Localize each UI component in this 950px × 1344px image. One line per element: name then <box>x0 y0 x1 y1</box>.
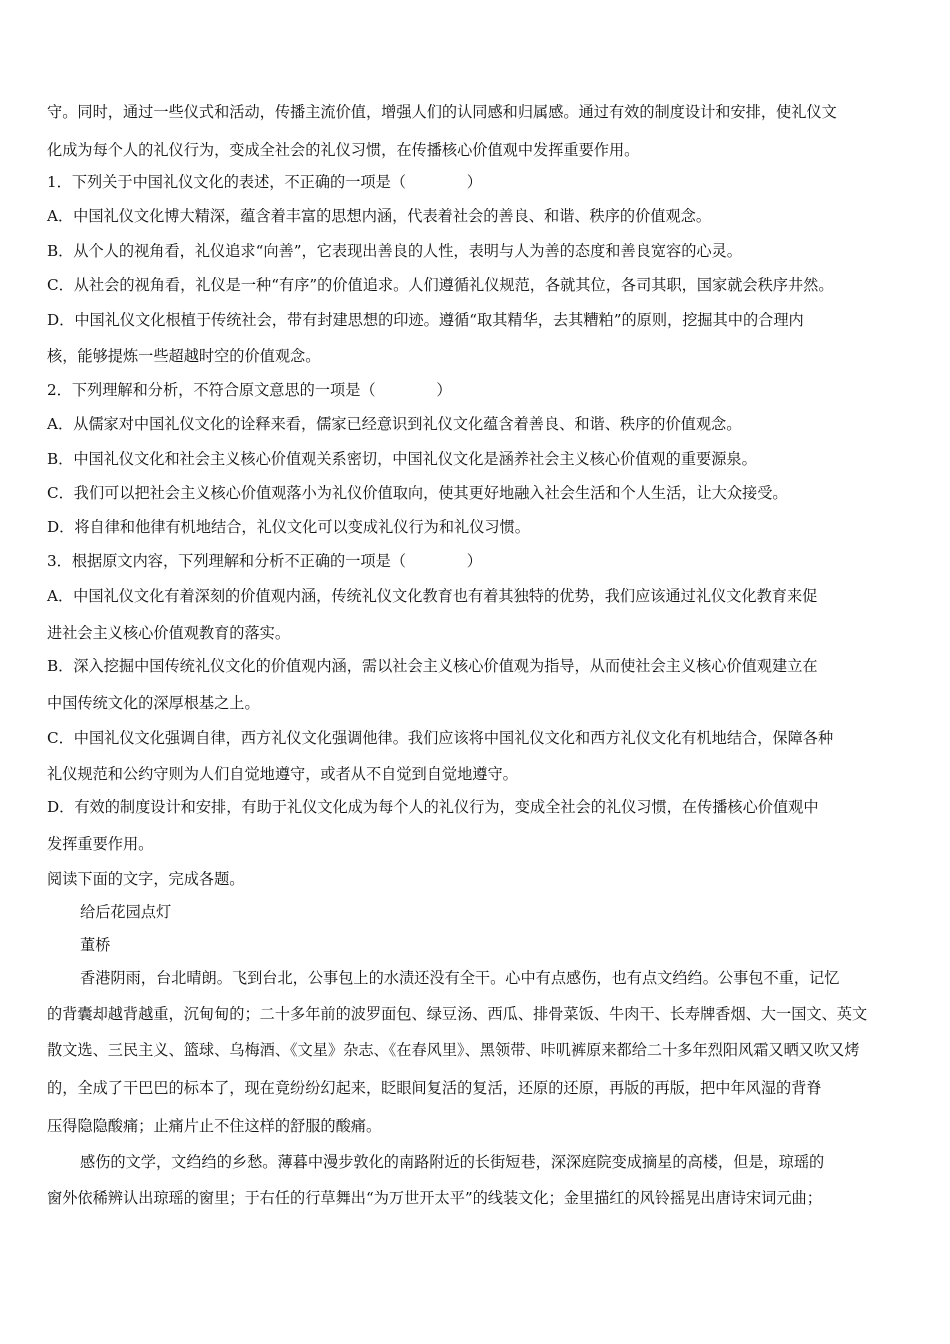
question-3-option-a: A．中国礼仪文化有着深刻的价值观内涵，传统礼仪文化教育也有着其独特的优势，我们应该通过礼仪文化教育来促 <box>47 587 818 605</box>
question-3-option-c-cont: 礼仪规范和公约守则为人们自觉地遵守，或者从不自觉到自觉地遵守。 <box>47 765 518 783</box>
reading-instruction: 阅读下面的文字，完成各题。 <box>47 870 245 888</box>
question-2-option-b: B．中国礼仪文化和社会主义核心价值观关系密切，中国礼仪文化是涵养社会主义核心价值观的重要源泉。 <box>47 450 757 468</box>
article-paragraph-line: 窗外依稀辨认出琼瑶的窗里；于右任的行草舞出“为万世开太平”的线装文化；金里描红的风铃摇晃出唐诗宋词元曲； <box>47 1189 822 1207</box>
question-3-option-d-cont: 发挥重要作用。 <box>47 835 154 853</box>
text-line: 守。同时，通过一些仪式和活动，传播主流价值，增强人们的认同感和归属感。通过有效的制度设计和安排，使礼仪文 <box>47 103 837 121</box>
article-paragraph-line: 的，全成了干巴巴的标本了，现在竟纷纷幻起来，眨眼间复活的复活，还原的还原，再版的再版，把中年风湿的背脊 <box>47 1079 822 1097</box>
article-paragraph-line: 感伤的文学，文绉绉的乡愁。薄暮中漫步敦化的南路附近的长街短巷，深深庭院变成摘星的高楼，但是，琼瑶的 <box>80 1153 825 1171</box>
question-3-option-d: D．有效的制度设计和安排，有助于礼仪文化成为每个人的礼仪行为，变成全社会的礼仪习惯，在传播核心价值观中 <box>47 798 819 816</box>
question-3-option-b: B．深入挖掘中国传统礼仪文化的价值观内涵，需以社会主义核心价值观为指导，从而使社会主义核心价值观建立在 <box>47 657 818 675</box>
article-paragraph-line: 香港阴雨，台北晴朗。飞到台北，公事包上的水渍还没有全干。心中有点感伤，也有点文绉绉。公事包不重，记忆 <box>80 969 840 987</box>
text-line: 化成为每个人的礼仪行为，变成全社会的礼仪习惯，在传播核心价值观中发挥重要作用。 <box>47 141 640 159</box>
question-1-option-b: B．从个人的视角看，礼仪追求“向善”，它表现出善良的人性，表明与人为善的态度和善良宽容的心灵。 <box>47 242 742 260</box>
question-3-option-a-cont: 进社会主义核心价值观教育的落实。 <box>47 624 290 642</box>
question-1-option-d-cont: 核，能够提炼一些超越时空的价值观念。 <box>47 347 321 365</box>
article-title: 给后花园点灯 <box>80 903 172 921</box>
question-1-option-d: D．中国礼仪文化根植于传统社会，带有封建思想的印迹。遵循“取其精华，去其糟粕”的原则，挖掘其中的合理内 <box>47 311 804 329</box>
question-2-stem: 2．下列理解和分析，不符合原文意思的一项是（ ） <box>47 381 452 399</box>
article-paragraph-line: 散文选、三民主义、篮球、乌梅酒、《文星》杂志、《在春风里》、黑领带、咔叽裤原来都给二十多年烈阳风霜又晒又吹又烤 <box>47 1041 860 1059</box>
question-2-option-a: A．从儒家对中国礼仪文化的诠释来看，儒家已经意识到礼仪文化蕴含着善良、和谐、秩序的价值观念。 <box>47 415 742 433</box>
article-paragraph-line: 的背囊却越背越重，沉甸甸的；二十多年前的波罗面包、绿豆汤、西瓜、排骨菜饭、牛肉干、长寿牌香烟、大一国文、英文 <box>47 1005 868 1023</box>
question-2-option-c: C．我们可以把社会主义核心价值观落小为礼仪价值取向，使其更好地融入社会生活和个人生活，让大众接受。 <box>47 484 788 502</box>
question-3-option-b-cont: 中国传统文化的深厚根基之上。 <box>47 694 260 712</box>
question-1-option-a: A．中国礼仪文化博大精深，蕴含着丰富的思想内涵，代表着社会的善良、和谐、秩序的价值观念。 <box>47 207 712 225</box>
question-3-stem: 3．根据原文内容，下列理解和分析不正确的一项是（ ） <box>47 552 482 570</box>
question-1-option-c: C．从社会的视角看，礼仪是一种“有序”的价值追求。人们遵循礼仪规范，各就其位，各司其职，国家就会秩序井然。 <box>47 276 834 294</box>
question-1-stem: 1．下列关于中国礼仪文化的表述，不正确的一项是（ ） <box>47 173 482 191</box>
question-2-option-d: D．将自律和他律有机地结合，礼仪文化可以变成礼仪行为和礼仪习惯。 <box>47 518 530 536</box>
question-3-option-c: C．中国礼仪文化强调自律，西方礼仪文化强调他律。我们应该将中国礼仪文化和西方礼仪文化有机地结合，保障各种 <box>47 729 834 747</box>
article-paragraph-line: 压得隐隐酸痛；止痛片止不住这样的舒服的酸痛。 <box>47 1117 382 1135</box>
article-author: 董桥 <box>80 936 111 954</box>
